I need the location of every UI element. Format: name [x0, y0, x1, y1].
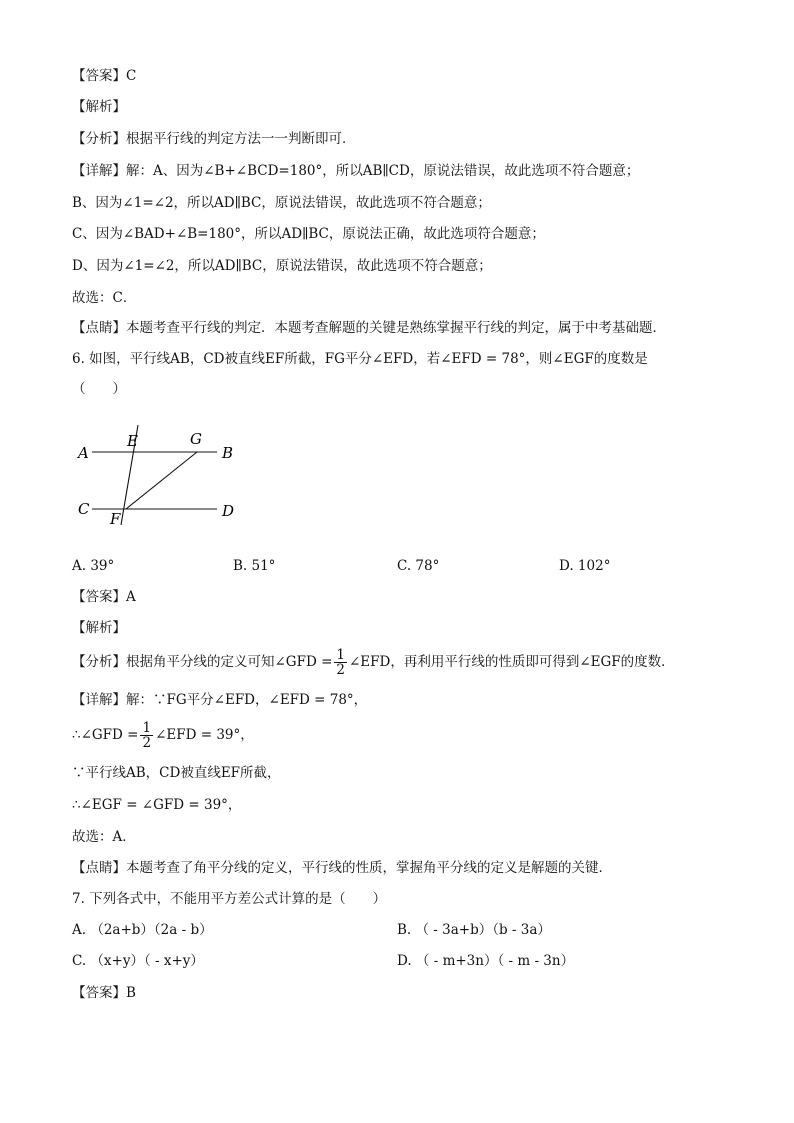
fraction-denominator: 2	[336, 662, 345, 678]
q6-option-d: D. 102°	[559, 558, 611, 574]
q6-detail-3: ∵平行线AB，CD被直线EF所截，	[72, 765, 281, 781]
q5-analysis-heading: 【解析】	[72, 99, 126, 115]
q5-answer: 【答案】C	[72, 68, 137, 84]
label-d: D	[222, 502, 235, 520]
parallel-lines-figure	[72, 420, 252, 535]
q6-detail-4: ∴∠EGF = ∠GFD = 39°，	[72, 797, 242, 813]
q7-option-c: C. （x+y）（ - x+y）	[72, 953, 204, 969]
q7-stem: 7. 下列各式中，不能用平方差公式计算的是（ ）	[72, 891, 387, 907]
q6-option-b: B. 51°	[233, 558, 276, 574]
q5-choice: 故选：C．	[72, 290, 137, 306]
q6-choice: 故选：A．	[72, 829, 136, 845]
q6-analysis-heading: 【解析】	[72, 620, 126, 636]
q5-detail-b: B、因为∠1=∠2，所以AD∥BC，原说法错误，故此选项不符合题意；	[72, 195, 491, 211]
line-fg	[126, 452, 197, 509]
fraction-numerator-2: 1	[142, 720, 152, 736]
q5-detail-d: D、因为∠1=∠2，所以AD∥BC，原说法错误，故此选项不符合题意；	[72, 258, 492, 274]
q5-comment: 【点睛】本题考查平行线的判定．本题考查解题的关键是熟练掌握平行线的判定，属于中考基础题．	[72, 320, 666, 336]
q7-option-d: D. （ - m+3n）（ - m - 3n）	[397, 953, 575, 969]
q6-comment: 【点睛】本题考查了角平分线的定义，平行线的性质，掌握角平分线的定义是解题的关键．	[72, 860, 612, 876]
q6-analysis	[72, 645, 675, 679]
q7-answer: 【答案】B	[72, 985, 136, 1001]
q6-stem-blank: （ ）	[72, 381, 126, 397]
label-e: E	[127, 432, 138, 450]
label-f: F	[110, 510, 121, 528]
fraction-half-2	[140, 721, 153, 750]
label-a: A	[78, 444, 89, 462]
q6-detail-2-post: ∠EFD = 39°，	[155, 727, 254, 743]
q6-analysis-pre: 【分析】根据角平分线的定义可知∠GFD =	[72, 654, 333, 670]
q7-option-b: B. （ - 3a+b）（b - 3a）	[397, 922, 551, 938]
fraction-numerator: 1	[336, 647, 345, 663]
q6-detail-2	[72, 718, 254, 752]
q6-detail-1: 【详解】解：∵FG平分∠EFD，∠EFD = 78°，	[72, 692, 368, 708]
label-c: C	[78, 500, 90, 518]
q7-option-a: A. （2a+b）（2a - b）	[72, 922, 213, 938]
fraction-half	[334, 648, 347, 677]
q6-option-c: C. 78°	[397, 558, 440, 574]
q6-answer: 【答案】A	[72, 589, 136, 605]
fraction-denominator-2: 2	[142, 735, 152, 751]
q5-detail-c: C、因为∠BAD+∠B=180°，所以AD∥BC，原说法正确，故此选项符合题意；	[72, 226, 545, 242]
label-b: B	[222, 444, 234, 462]
label-g: G	[190, 430, 202, 448]
q6-analysis-post: ∠EFD，再利用平行线的性质即可得到∠EGF的度数．	[348, 654, 675, 670]
q5-analysis: 【分析】根据平行线的判定方法一一判断即可．	[72, 131, 356, 147]
q6-detail-2-pre: ∴∠GFD =	[72, 727, 139, 743]
q6-stem: 6. 如图，平行线AB，CD被直线EF所截，FG平分∠EFD，若∠EFD = 78°，则∠EGF的度数是	[72, 351, 648, 367]
q5-detail-a: 【详解】解：A、因为∠B+∠BCD=180°，所以AB∥CD，原说法错误，故此选项不符合题意；	[72, 163, 640, 179]
q6-option-a: A. 39°	[72, 558, 115, 574]
